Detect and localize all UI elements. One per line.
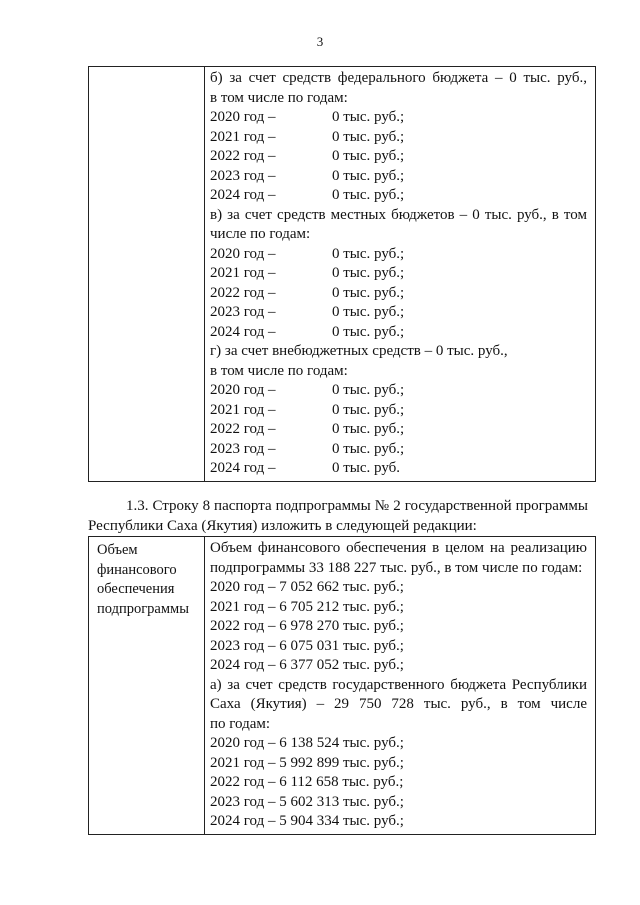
state-year-row: 2021 год – 5 992 899 тыс. руб.; <box>210 754 404 771</box>
local-year-row: 2020 год – 0 тыс. руб.; <box>210 245 405 262</box>
paragraph-line: 1.3. Строку 8 паспорта подпрограммы № 2 государственной программы <box>126 498 588 514</box>
state-year-row: 2020 год – 6 138 524 тыс. руб.; <box>210 735 404 751</box>
paragraph-line: Республики Саха (Якутия) изложить в следующей редакции: <box>88 517 477 534</box>
label-line: обеспечения <box>97 581 175 597</box>
extrabudget-year-row: 2022 год – 0 тыс. руб.; <box>210 421 405 437</box>
extrabudget-year-row: 2024 год – 0 тыс. руб. <box>210 460 401 476</box>
subprogram-funding-table <box>88 536 596 835</box>
local-year-row: 2024 год – 0 тыс. руб.; <box>210 323 405 340</box>
total-year-row: 2022 год – 6 978 270 тыс. руб.; <box>210 618 404 634</box>
page-number: 3 <box>316 34 324 49</box>
state-line: по годам: <box>210 715 271 732</box>
label-line: подпрограммы <box>97 600 189 617</box>
label-line: Объем <box>97 542 138 558</box>
state-line: Саха (Якутия) – 29 750 728 тыс. руб., в том числе <box>210 696 587 712</box>
state-line: а) за счет средств государственного бюджета Республики <box>210 676 587 693</box>
local-year-row: 2022 год – 0 тыс. руб.; <box>210 284 405 301</box>
local-year-row: 2023 год – 0 тыс. руб.; <box>210 304 405 320</box>
federal-year-row: 2022 год – 0 тыс. руб.; <box>210 148 405 164</box>
total-line: Объем финансового обеспечения в целом на реализацию <box>210 540 587 556</box>
funding-label-cell <box>89 537 205 835</box>
total-year-row: 2024 год – 6 377 052 тыс. руб.; <box>210 657 404 673</box>
funding-details-cell <box>205 67 596 482</box>
total-year-row: 2020 год – 7 052 662 тыс. руб.; <box>210 579 404 595</box>
total-line: подпрограммы 33 188 227 тыс. руб., в том числе по годам: <box>210 559 583 576</box>
empty-left-cell <box>89 67 205 482</box>
label-line: финансового <box>97 561 177 578</box>
federal-year-row: 2020 год – 0 тыс. руб.; <box>210 109 405 125</box>
federal-sub: в том числе по годам: <box>210 89 348 106</box>
local-heading: в) за счет средств местных бюджетов – 0 тыс. руб., в том <box>210 206 587 223</box>
funding-value-cell <box>205 537 596 835</box>
extrabudget-heading: г) за счет внебюджетных средств – 0 тыс. руб., <box>210 343 508 359</box>
federal-year-row: 2021 год – 0 тыс. руб.; <box>210 128 405 145</box>
local-year-row: 2021 год – 0 тыс. руб.; <box>210 265 405 281</box>
federal-year-row: 2023 год – 0 тыс. руб.; <box>210 167 405 184</box>
total-year-row: 2021 год – 6 705 212 тыс. руб.; <box>210 598 404 615</box>
extrabudget-year-row: 2020 год – 0 тыс. руб.; <box>210 382 405 398</box>
state-year-row: 2023 год – 5 602 313 тыс. руб.; <box>210 793 404 810</box>
extrabudget-year-row: 2021 год – 0 тыс. руб.; <box>210 401 405 418</box>
total-year-row: 2023 год – 6 075 031 тыс. руб.; <box>210 637 404 654</box>
state-year-row: 2024 год – 5 904 334 тыс. руб.; <box>210 813 404 829</box>
state-year-row: 2022 год – 6 112 658 тыс. руб.; <box>210 774 404 790</box>
extrabudget-sub: в том числе по годам: <box>210 362 348 379</box>
federal-heading: б) за счет средств федерального бюджета – 0 тыс. руб., <box>210 70 587 86</box>
extrabudget-year-row: 2023 год – 0 тыс. руб.; <box>210 440 405 457</box>
federal-year-row: 2024 год – 0 тыс. руб.; <box>210 187 405 203</box>
funding-table-continuation <box>88 66 596 482</box>
amendment-paragraph <box>88 497 588 536</box>
local-sub: числе по годам: <box>210 226 311 242</box>
